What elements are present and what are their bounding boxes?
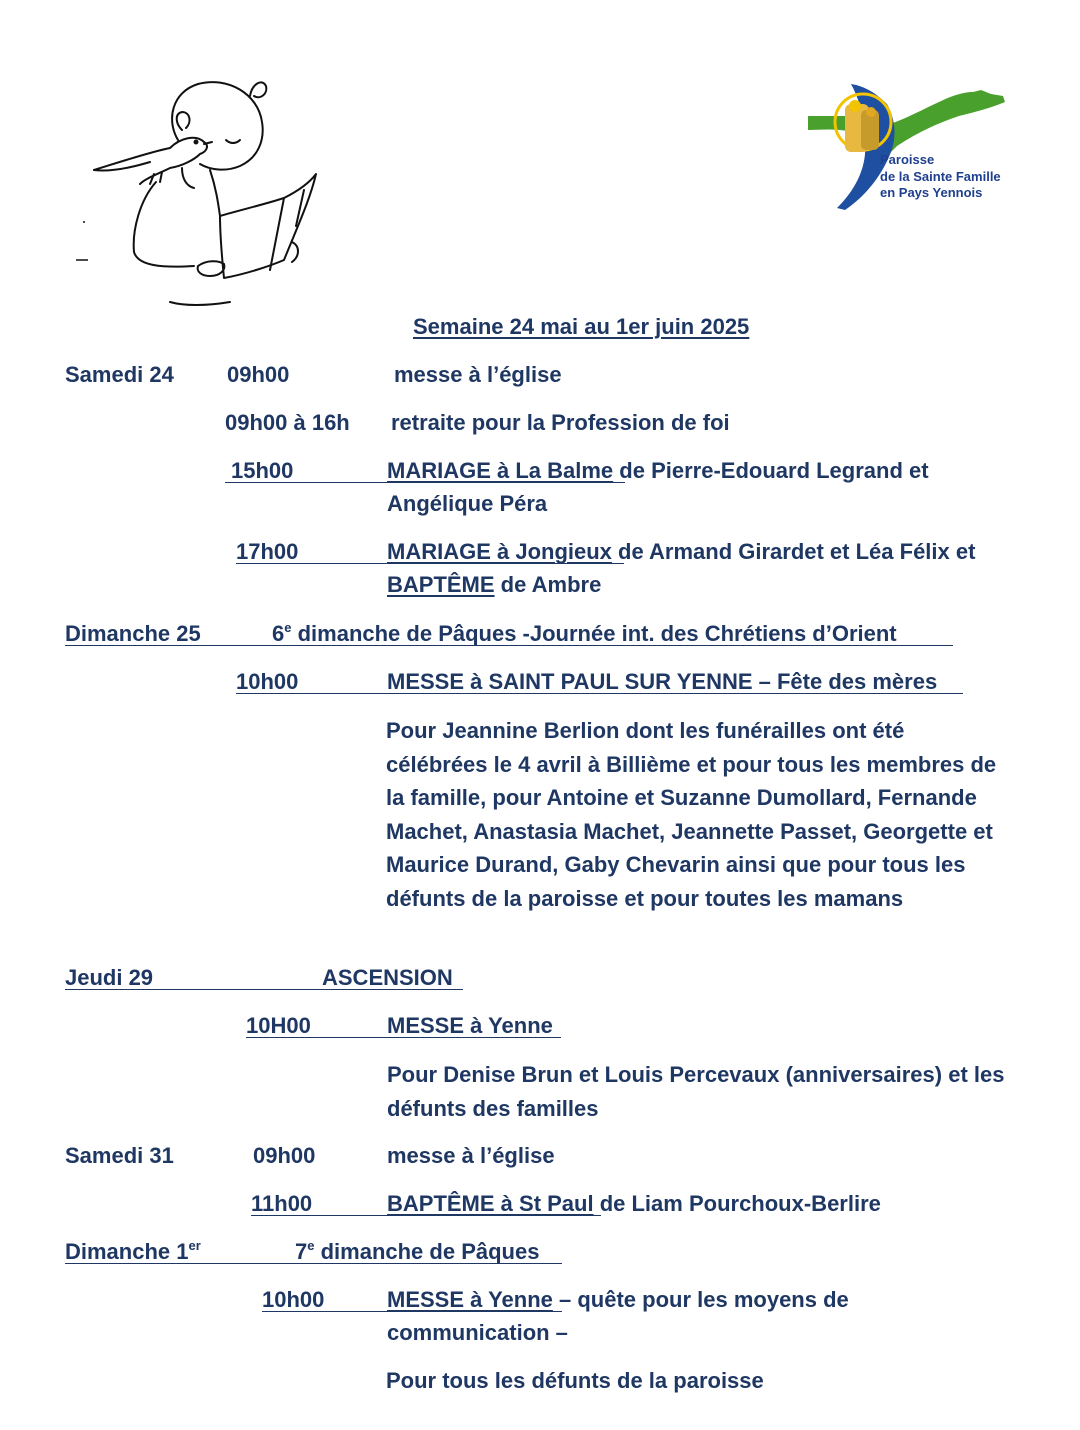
day-label-dimanche-1er	[65, 1239, 201, 1265]
event-text	[387, 539, 975, 565]
event-detail: de Liam Pourchoux-Berlire	[593, 1191, 881, 1216]
event-text: messe à l’église	[387, 1143, 555, 1168]
event-time: 09h00	[227, 362, 290, 387]
section-subtitle	[295, 1239, 539, 1265]
event-highlight: MARIAGE à La Balme	[387, 458, 614, 483]
event-detail: de Ambre	[494, 572, 602, 597]
logo-line-1: Paroisse	[880, 152, 935, 167]
event-detail: de Pierre-Edouard Legrand et	[613, 458, 929, 483]
event-text: messe à l’église	[394, 362, 562, 387]
event-text-line-2: communication –	[387, 1320, 568, 1345]
logo-line-3: en Pays Yennois	[880, 185, 983, 200]
event-time: 17h00	[236, 539, 299, 564]
event-highlight: BAPTÊME	[387, 572, 495, 597]
day-label-samedi-24: Samedi 24	[65, 362, 174, 387]
child-reading-illustration	[70, 70, 340, 315]
event-text-line-2	[387, 572, 601, 598]
page-title: Semaine 24 mai au 1er juin 2025	[413, 314, 750, 339]
event-highlight: MARIAGE à Jongieux	[387, 539, 612, 564]
subtitle-text: dimanche de Pâques -Journée int. des Chrétiens d’Orient	[291, 621, 897, 646]
event-text: MESSE à SAINT PAUL SUR YENNE – Fête des mères	[387, 669, 938, 694]
event-time: 10h00	[262, 1287, 325, 1312]
event-time: 09h00 à 16h	[225, 410, 350, 435]
event-text-line-2: Angélique Péra	[387, 491, 548, 516]
event-time: 10H00	[246, 1013, 311, 1038]
mass-intentions: Pour tous les défunts de la paroisse	[386, 1368, 764, 1393]
event-highlight: BAPTÊME à St Paul	[387, 1191, 594, 1216]
event-time: 11h00	[251, 1191, 313, 1216]
event-time: 15h00	[231, 458, 294, 483]
event-text	[387, 1191, 881, 1217]
event-text	[387, 458, 929, 484]
event-time: 10h00	[236, 669, 299, 694]
day-sup: er	[188, 1238, 201, 1253]
day-label-samedi-31: Samedi 31	[65, 1143, 174, 1168]
day-text: Dimanche 1	[65, 1239, 189, 1264]
mass-intentions: Pour Jeannine Berlion dont les funérailles ont été célébrées le 4 avril à Billième et pour tous les membres de la famille, pour Antoine et Suzanne Dumollard, Fernande Machet, Anastasia Machet, Jeannette Passet, Georgette et Maurice Durand, Gaby Chevarin ainsi que pour tous les défunts de la paroisse et pour toutes les mamans	[386, 718, 997, 911]
subtitle-sup: e	[284, 620, 292, 635]
subtitle-number: 6	[272, 621, 285, 646]
parish-logo-text	[880, 152, 1001, 202]
section-subtitle	[272, 621, 897, 647]
section-subtitle: ASCENSION	[322, 965, 453, 990]
logo-line-2: de la Sainte Famille	[880, 168, 1001, 184]
mass-intentions: Pour Denise Brun et Louis Percevaux (anniversaires) et les défunts des familles	[387, 1062, 1005, 1121]
event-text: MESSE à Yenne	[387, 1013, 553, 1038]
subtitle-sup: e	[307, 1238, 315, 1253]
event-time: 09h00	[253, 1143, 316, 1168]
event-detail: de Armand Girardet et Léa Félix et	[611, 539, 976, 564]
subtitle-number: 7	[295, 1239, 308, 1264]
day-label-dimanche-25: Dimanche 25	[65, 621, 201, 646]
event-text: retraite pour la Profession de foi	[391, 410, 730, 435]
day-label-jeudi-29: Jeudi 29	[65, 965, 154, 990]
subtitle-text: dimanche de Pâques	[314, 1239, 540, 1264]
event-text	[387, 1287, 849, 1313]
event-highlight: MESSE à Yenne	[387, 1287, 553, 1312]
event-detail: – quête pour les moyens de	[552, 1287, 849, 1312]
